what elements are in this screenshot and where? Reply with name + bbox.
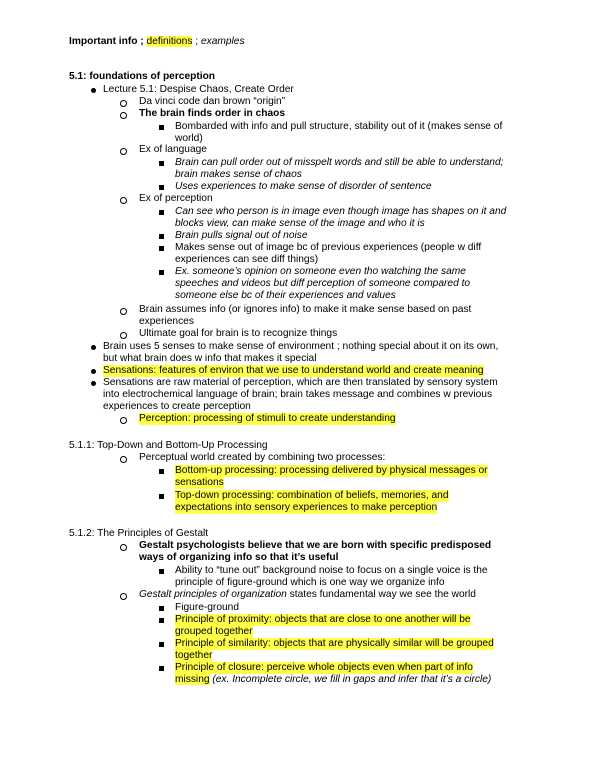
- bullet-dot: [91, 381, 96, 386]
- perception-example-3b: experiences can see diff things): [175, 254, 319, 265]
- perceptual-world-item: Perceptual world created by combining two processes:: [139, 452, 386, 463]
- bullet-circle: [120, 456, 127, 463]
- bullet-circle: [120, 417, 127, 424]
- lecture-item: Lecture 5.1: Despise Chaos, Create Order: [103, 84, 294, 95]
- figure-ground-item: Figure-ground: [175, 602, 239, 613]
- language-example-1b: brain makes sense of chaos: [175, 169, 302, 180]
- bottom-up-line-1: Bottom-up processing: processing delivered by physical messages or: [175, 465, 488, 476]
- bullet-circle: [120, 112, 127, 119]
- bullet-dot: [91, 88, 96, 93]
- bullet-circle: [120, 332, 127, 339]
- bullet-square: [159, 606, 164, 611]
- legend-important: Important info ;: [69, 36, 144, 47]
- bullet-square: [159, 270, 164, 275]
- gestalt-principles-rest: states fundamental way we see the world: [286, 589, 476, 600]
- gestalt-belief-line-1: Gestalt psychologists believe that we are born with specific predisposed: [139, 540, 492, 551]
- tune-out-line-2: principle of figure-ground which is one way we organize info: [175, 577, 445, 588]
- bullet-square: [159, 666, 164, 671]
- raw-material-line-2: into electrochemical language of brain; brain takes message and combines w previous: [103, 389, 493, 400]
- top-down-line-1: Top-down processing: combination of beliefs, memories, and: [175, 490, 449, 501]
- bullet-square: [159, 185, 164, 190]
- perception-example-4a: Ex. someone’s opinion on someone even tho watching the same: [175, 266, 466, 277]
- bullet-square: [159, 569, 164, 574]
- assumes-line-2: experiences: [139, 316, 194, 327]
- perception-example-4b: speeches and videos but diff perception of someone compared to: [175, 278, 471, 289]
- gestalt-principles-term: Gestalt principles of organization: [139, 589, 287, 600]
- bullet-dot: [91, 369, 96, 374]
- ultimate-goal-item: Ultimate goal for brain is to recognize things: [139, 328, 338, 339]
- similarity-line-1: Principle of similarity: objects that are physically similar will be grouped: [175, 638, 494, 649]
- raw-material-line-1: Sensations are raw material of perception, which are then translated by sensory system: [103, 377, 498, 388]
- bullet-square: [159, 469, 164, 474]
- gestalt-belief-line-2: ways of organizing info so that it’s useful: [139, 552, 339, 563]
- senses-line-1: Brain uses 5 senses to make sense of environment ; nothing special about it on its own,: [103, 341, 499, 352]
- bombarded-line-2: world): [175, 133, 203, 144]
- closure-missing: missing: [175, 674, 210, 685]
- sensations-definition: Sensations: features of environ that we use to understand world and create meaning: [103, 365, 484, 376]
- raw-material-line-3: experiences to create perception: [103, 401, 251, 412]
- section-heading-5-1-1: 5.1.1: Top-Down and Bottom-Up Processing: [69, 440, 268, 451]
- bullet-circle: [120, 544, 127, 551]
- bullet-circle: [120, 197, 127, 204]
- legend-definitions: definitions: [146, 36, 193, 47]
- gestalt-principles-item: [139, 589, 476, 601]
- bullet-circle: [120, 593, 127, 600]
- bombarded-line-1: Bombarded with info and pull structure, stability out of it (makes sense of: [175, 121, 503, 132]
- bullet-square: [159, 161, 164, 166]
- perception-example-1a: Can see who person is in image even though image has shapes on it and: [175, 206, 507, 217]
- bullet-square: [159, 642, 164, 647]
- perception-example-3a: Makes sense out of image bc of previous experiences (people w diff: [175, 242, 482, 253]
- proximity-line-1: Principle of proximity: objects that are close to one another will be: [175, 614, 471, 625]
- proximity-line-2: grouped together: [175, 626, 253, 637]
- closure-line-1: Principle of closure: perceive whole objects even when part of info: [175, 662, 473, 673]
- language-example-2: Uses experiences to make sense of disorder of sentence: [175, 181, 432, 192]
- legend-separator: ;: [195, 36, 199, 47]
- legend-line: [69, 36, 245, 48]
- bullet-dot: [91, 345, 96, 350]
- top-down-line-2: expectations into sensory experiences to make perception: [175, 502, 438, 513]
- section-heading-5-1-2: 5.1.2: The Principles of Gestalt: [69, 528, 209, 539]
- bullet-square: [159, 125, 164, 130]
- similarity-line-2: together: [175, 650, 213, 661]
- bullet-circle: [120, 100, 127, 107]
- perception-example-1b: blocks view, can make sense of the image and who it is: [175, 218, 425, 229]
- bottom-up-line-2: sensations: [175, 477, 224, 488]
- senses-line-2: but what brain does w info that makes it special: [103, 353, 317, 364]
- perception-example-2: Brain pulls signal out of noise: [175, 230, 308, 241]
- closure-example: (ex. Incomplete circle, we fill in gaps and infer that it’s a circle): [209, 674, 492, 685]
- bullet-square: [159, 234, 164, 239]
- tune-out-line-1: Ability to “tune out” background noise to focus on a single voice is the: [175, 565, 488, 576]
- bullet-circle: [120, 308, 127, 315]
- bullet-square: [159, 246, 164, 251]
- perception-definition: Perception: processing of stimuli to create understanding: [139, 413, 396, 424]
- bullet-square: [159, 494, 164, 499]
- legend-examples: examples: [200, 36, 245, 47]
- ex-language-item: Ex of language: [139, 144, 207, 155]
- bullet-circle: [120, 148, 127, 155]
- davinci-item: Da vinci code dan brown “origin”: [139, 96, 286, 107]
- bullet-square: [159, 618, 164, 623]
- ex-perception-item: Ex of perception: [139, 193, 213, 204]
- brain-order-item: The brain finds order in chaos: [139, 108, 286, 119]
- perception-example-4c: someone else bc of their experiences and values: [175, 290, 396, 301]
- closure-line-2: [175, 674, 491, 686]
- assumes-line-1: Brain assumes info (or ignores info) to make it make sense based on past: [139, 304, 472, 315]
- section-heading-5-1: 5.1: foundations of perception: [69, 71, 216, 82]
- language-example-1a: Brain can pull order out of misspelt words and still be able to understand;: [175, 157, 504, 168]
- bullet-square: [159, 210, 164, 215]
